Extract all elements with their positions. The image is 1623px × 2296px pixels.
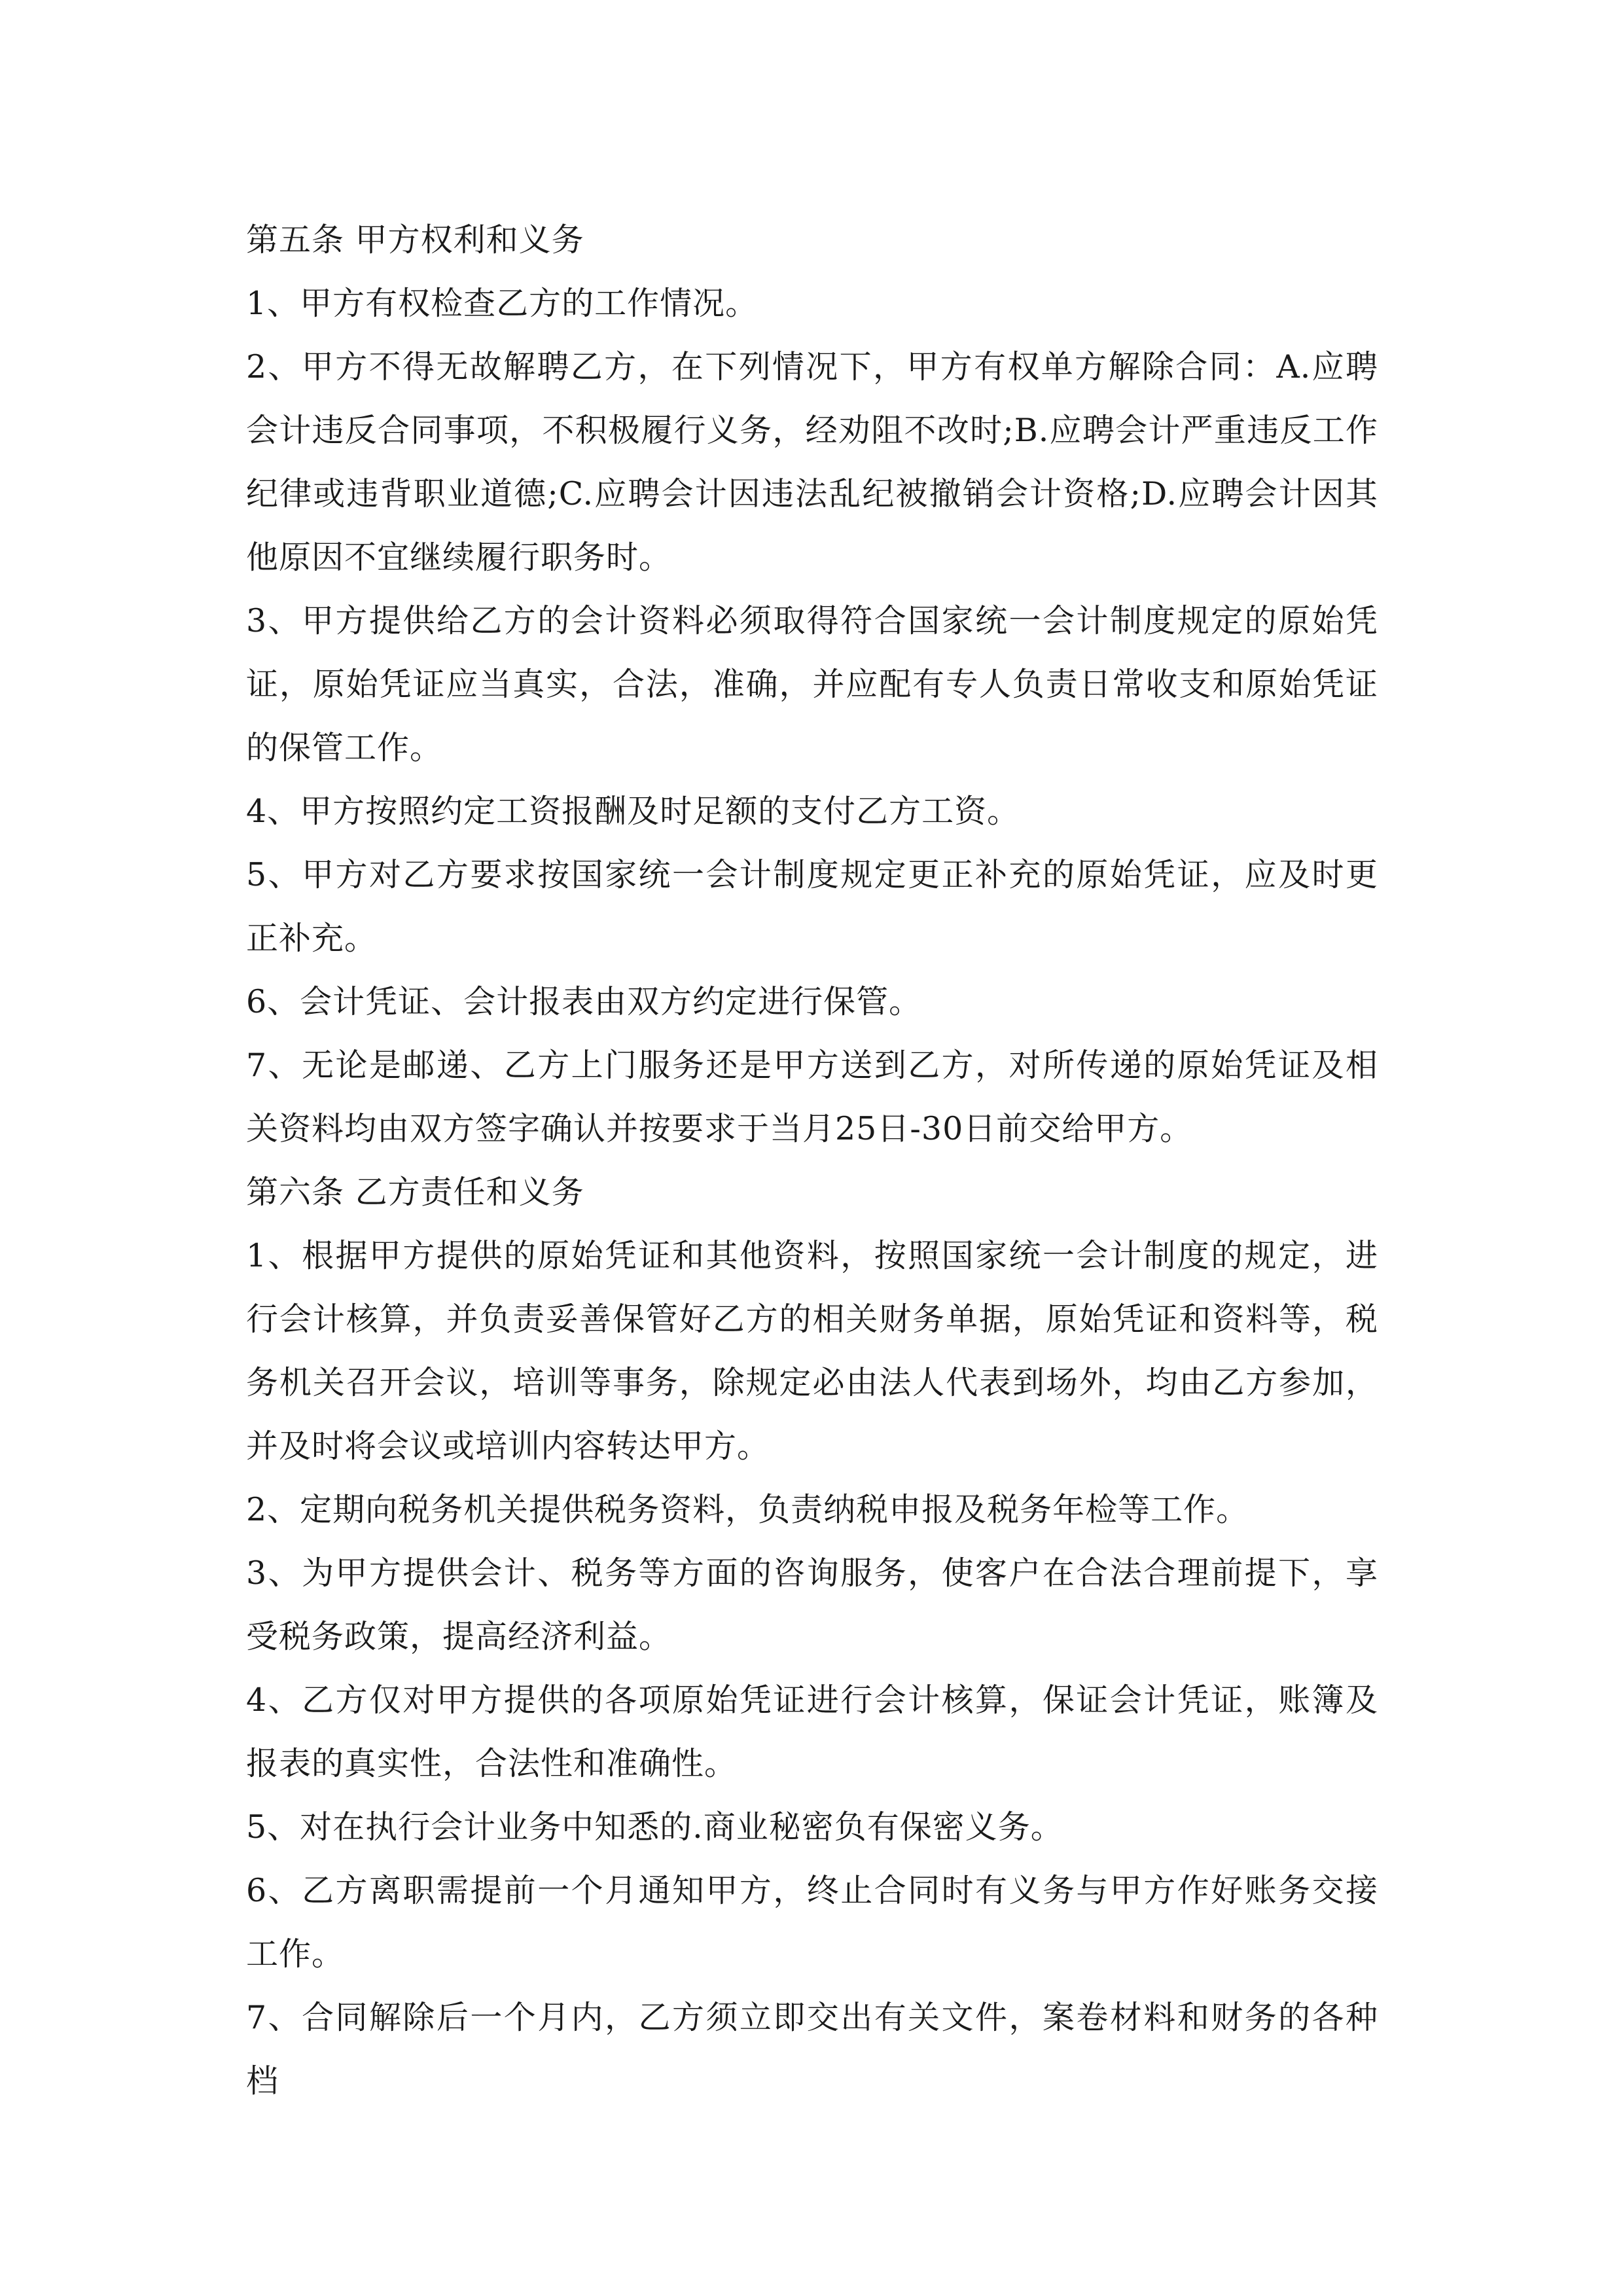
section5-item-6: 6、会计凭证、会计报表由双方约定进行保管。 bbox=[246, 983, 922, 1020]
section6-item-7: 7、合同解除后一个月内，乙方须立即交出有关文件，案卷材料和财务的各种档 bbox=[246, 1999, 1378, 2100]
section6-item-2: 2、定期向税务机关提供税务资料，负责纳税申报及税务年检等工作。 bbox=[246, 1491, 1249, 1528]
section6-item-3: 3、为甲方提供会计、税务等方面的咨询服务，使客户在合法合理前提下，享受税务政策，提高经济利益。 bbox=[246, 1554, 1378, 1655]
section5-heading: 第五条 甲方权利和义务 bbox=[246, 221, 584, 259]
section6-item-5: 5、对在执行会计业务中知悉的.商业秘密负有保密义务。 bbox=[246, 1808, 1063, 1846]
section5-item-4: 4、甲方按照约定工资报酬及时足额的支付乙方工资。 bbox=[246, 793, 1020, 830]
section6-item-4: 4、乙方仅对甲方提供的各项原始凭证进行会计核算，保证会计凭证，账簿及报表的真实性，合法性和准确性。 bbox=[246, 1681, 1378, 1782]
section6-heading: 第六条 乙方责任和义务 bbox=[246, 1174, 584, 1211]
document-page bbox=[246, 208, 1378, 2113]
section5-item-7: 7、无论是邮递、乙方上门服务还是甲方送到乙方，对所传递的原始凭证及相关资料均由双方签字确认并按要求于当月25日-30日前交给甲方。 bbox=[246, 1047, 1378, 1147]
section5-item-1: 1、甲方有权检查乙方的工作情况。 bbox=[246, 285, 758, 322]
section5-item-3: 3、甲方提供给乙方的会计资料必须取得符合国家统一会计制度规定的原始凭证，原始凭证应当真实，合法，准确，并应配有专人负责日常收支和原始凭证的保管工作。 bbox=[246, 602, 1378, 766]
section5-item-5: 5、甲方对乙方要求按国家统一会计制度规定更正补充的原始凭证，应及时更正补充。 bbox=[246, 856, 1378, 957]
section5-item-2: 2、甲方不得无故解聘乙方，在下列情况下，甲方有权单方解除合同：A.应聘会计违反合同事项，不积极履行义务，经劝阻不改时;B.应聘会计严重违反工作纪律或违背职业道德;C.应聘会计因违法乱纪被撤销会计资格;D.应聘会计因其他原因不宜继续履行职务时。 bbox=[246, 348, 1378, 576]
section6-item-1: 1、根据甲方提供的原始凭证和其他资料，按照国家统一会计制度的规定，进行会计核算，并负责妥善保管好乙方的相关财务单据，原始凭证和资料等，税务机关召开会议，培训等事务，除规定必由法人代表到场外，均由乙方参加，并及时将会议或培训内容转达甲方。 bbox=[246, 1237, 1378, 1465]
section6-item-6: 6、乙方离职需提前一个月通知甲方，终止合同时有义务与甲方作好账务交接工作。 bbox=[246, 1872, 1378, 1973]
